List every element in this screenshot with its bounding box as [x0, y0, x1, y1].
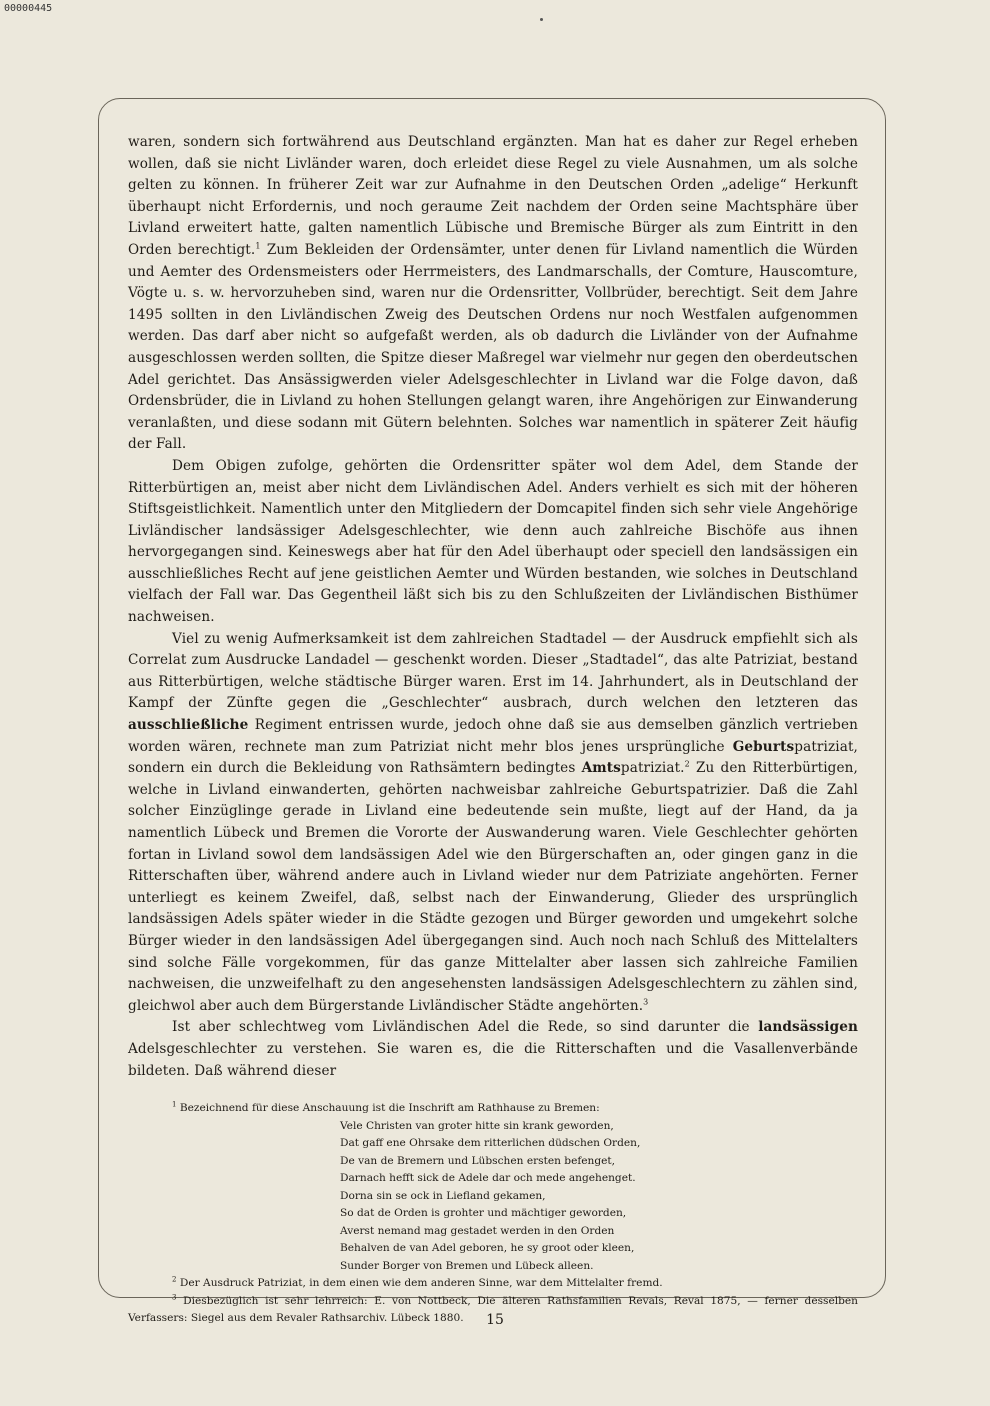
footnote-gap: [128, 1082, 858, 1100]
text-run: Dem Obigen zufolge, gehörten die Ordensritter später wol dem Adel, dem Stande der Ritterbürtigen an, meist aber nicht dem Livländischen Adel. Anders verhielt es sich mit der höheren Stiftsgeistlichkeit. Namentlich unter den Mitgliedern der Domcapitel finden sich sehr viele Angehörige Livländischer landsässiger Adelsgeschlechter, wie denn auch zahlreiche Bischöfe aus ihnen hervorgegangen sind. Keineswegs aber hat für den Adel überhaupt oder speciell den landsässigen ein ausschließliches Recht auf jene geistlichen Aemter und Würden bestanden, wie solches in Deutschland vielfach der Fall war. Das Gegentheil läßt sich bis zu den Schlußzeiten der Livländischen Bisthümer nachweisen.: [128, 457, 858, 626]
poem-line: So dat de Orden is grohter und mächtiger geworden,: [340, 1207, 627, 1220]
scan-id: 00000445: [4, 3, 53, 14]
footnote-text: Bezeichnend für diese Anschauung ist die Inschrift am Rathhause zu Bremen:: [179, 1102, 600, 1115]
body-paragraph: [128, 132, 858, 456]
text-run: patriziat.: [620, 760, 685, 777]
text-run: waren, sondern sich fortwährend aus Deutschland ergänzten. Man hat es daher zur Regel erheben wollen, daß sie nicht Livländer waren, doch erleidet diese Regel zu viele Ausnahmen, um als solche gelten zu können. In früherer Zeit war zur Aufnahme in den Deutschen Orden „adelige“ Herkunft überhaupt nicht Erfordernis, und noch geraume Zeit nachdem der Orden seine Machtsphäre über Livland erweitert hatte, galten namentlich Lübische und Bremische Bürger als zum Eintritt in den Orden berechtigt.: [128, 134, 858, 258]
emphasized-text: Amts: [581, 760, 621, 777]
poem-line: Dorna sin se ock in Liefland gekamen,: [340, 1189, 546, 1202]
footnote-marker: 1: [172, 1100, 177, 1109]
text-run: Adelsgeschlechter zu verstehen. Sie waren es, die die Ritterschaften und die Vasallenverbände bildeten. Daß während dieser: [128, 1040, 858, 1079]
footnote-marker: 3: [172, 1293, 177, 1302]
footnote-reference: 1: [255, 241, 261, 251]
page-content: [128, 132, 858, 1328]
footnotes: [128, 1100, 858, 1328]
footnote-text: Der Ausdruck Patriziat, in dem einen wie dem anderen Sinne, war dem Mittelalter fremd.: [179, 1277, 663, 1290]
text-run: Regiment entrissen wurde, jedoch ohne daß sie aus demselben gänzlich vertrieben worden wären, rechnete man zum Patriziat nicht mehr blos jenes ursprüngliche: [128, 717, 858, 755]
poem-line: Behalven de van Adel geboren, he sy groot oder kleen,: [340, 1242, 635, 1255]
body-paragraph: [128, 1017, 858, 1082]
text-run: Viel zu wenig Aufmerksamkeit ist dem zahlreichen Stadtadel — der Ausdruck empfiehlt sich als Correlat zum Ausdrucke Landadel — geschenkt worden. Dieser „Stadtadel“, das alte Patriziat, bestand aus Ritterbürtigen, welche städtische Bürger waren. Erst im 14. Jahrhundert, als in Deutschland der Kampf der Zünfte gegen die „Geschlechter“ ausbrach, durch welchen den letzteren das: [128, 630, 858, 712]
speck-mark: [540, 18, 543, 21]
footnote-text: Diesbezüglich ist sehr lehrreich: E. von Nottbeck, Die älteren Rathsfamilien Revals, Reval 1875, — ferner desselben Verfassers: Siegel aus dem Revaler Rathsarchiv. Lübeck 1880.: [128, 1294, 858, 1325]
footnote-1: [128, 1100, 858, 1118]
emphasized-text: Geburts: [732, 738, 795, 755]
emphasized-text: ausschließliche: [128, 717, 249, 734]
poem-line: Vele Christen van groter hitte sin krank geworden,: [340, 1119, 614, 1132]
poem-line: Sunder Borger von Bremen und Lübeck alleen.: [340, 1259, 594, 1272]
poem-line: Averst nemand mag gestadet werden in den Orden: [340, 1224, 615, 1237]
footnote-reference: 3: [643, 997, 649, 1007]
inscription-poem: [340, 1118, 858, 1276]
body-paragraph: [128, 629, 858, 1018]
body-text: [128, 132, 858, 1082]
footnote-2: [128, 1275, 858, 1293]
poem-line: Darnach hefft sick de Adele dar och mede angehenget.: [340, 1172, 636, 1185]
poem-line: Dat gaff ene Ohrsake dem ritterlichen düdschen Orden,: [340, 1137, 641, 1150]
footnote-marker: 2: [172, 1275, 177, 1284]
text-run: patriziat, sondern ein durch die Bekleidung von Rathsämtern bedingtes: [128, 738, 858, 777]
text-run: Zum Bekleiden der Ordensämter, unter denen für Livland namentlich die Würden und Aemter des Ordensmeisters oder Herrmeisters, des Landmarschalls, der Comture, Hauscomture, Vögte u. s. w. hervorzuheben sind, waren nur die Ordensritter, Vollbrüder, berechtigt. Seit dem Jahre 1495 sollten in den Livländischen Zweig des Deutschen Ordens nur noch Westfalen aufgenommen werden. Das darf aber nicht so aufgefaßt werden, als ob dadurch die Livländer von der Aufnahme ausgeschlossen werden sollten, die Spitze dieser Maßregel war vielmehr nur gegen den oberdeutschen Adel gerichtet. Das Ansässigwerden vieler Adelsgeschlechter in Livland war die Folge davon, daß Ordensbrüder, die in Livland zu hohen Stellungen gelangt waren, ihre Angehörigen zur Einwanderung veranlaßten, und diese sodann mit Gütern belehnten. Solches war namentlich in späterer Zeit häufig der Fall.: [128, 241, 858, 453]
body-paragraph: [128, 456, 858, 629]
text-run: Zu den Ritterbürtigen, welche in Livland einwanderten, gehörten nachweisbar zahlreiche Geburtspatrizier. Daß die Zahl solcher Einzüglinge gerade in Livland eine bedeutende sein mußte, liegt auf der Hand, da ja namentlich Lübeck und Bremen die Vororte der Auswanderung waren. Viele Geschlechter gehörten fortan in Livland sowol dem landsässigen Adel wie den Bürgerschaften an, oder gingen ganz in die Ritterschaften über, während andere auch in Livland wieder nur dem Patriziate angehörten. Ferner unterliegt es keinem Zweifel, daß, selbst nach der Einwanderung, Glieder des ursprünglich landsässigen Adels später wieder in die Städte gezogen und Bürger geworden und umgekehrt solche Bürger wieder in den landsässigen Adel übergegangen sind. Auch noch nach Schluß des Mittelalters sind solche Fälle vorgekommen, für das ganze Mittelalter aber lassen sich zahlreiche Familien nachweisen, die unzweifelhaft zu den angesehensten landsässigen Adelsgeschlechtern zu zählen sind, gleichwol aber auch dem Bürgerstande Livländischer Städte angehörten.: [128, 760, 858, 1014]
page-number: 15: [486, 1312, 504, 1328]
emphasized-text: landsässigen: [758, 1019, 858, 1036]
footnote-reference: 2: [684, 759, 690, 769]
poem-line: De van de Bremern und Lübschen ersten befenget,: [340, 1154, 616, 1167]
text-run: Ist aber schlechtweg vom Livländischen Adel die Rede, so sind darunter die: [172, 1019, 759, 1036]
